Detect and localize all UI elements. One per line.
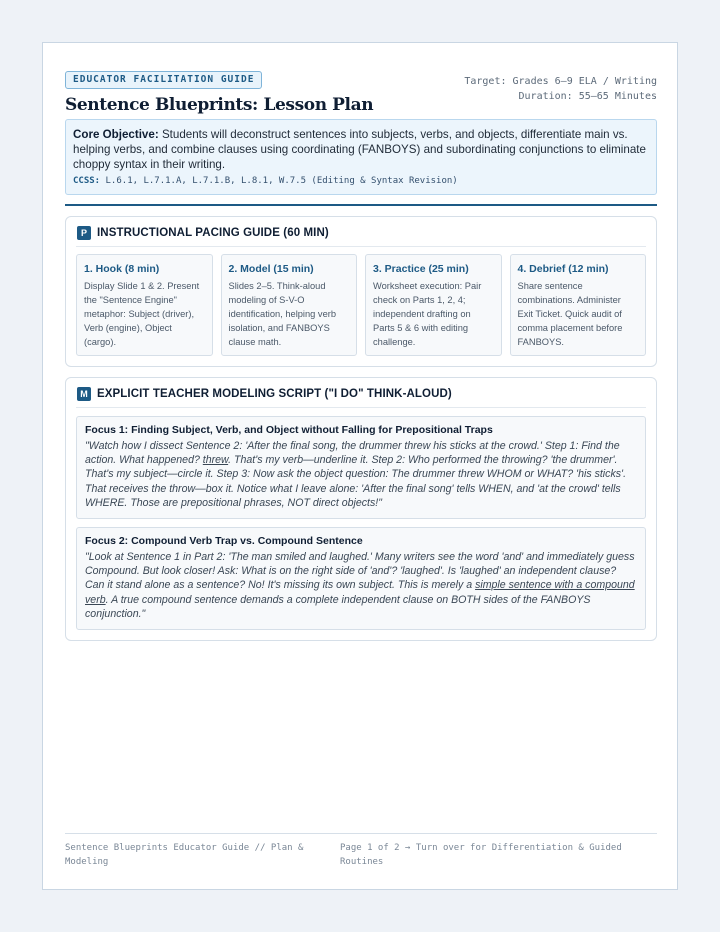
focus-text-part: "Look at Sentence 1 in Part 2: 'The man smiled and laughed.' Many writers see the word 'and' and immediately guess Compound. But look closer! Ask: What is on the right side of 'and'? 'laughed'. Is 'laughed' an independent clause? Can it stand alone as a sentence? No! It's missing its own subject. This is merely a [85, 551, 635, 592]
target-grades: Target: Grades 6–9 ELA / Writing [464, 76, 657, 87]
focus-underline: threw [202, 454, 229, 467]
footer-left: Sentence Blueprints Educator Guide // Plan & Modeling [65, 843, 304, 867]
core-objective-box [65, 119, 657, 195]
pacing-card-title: 3. Practice (25 min) [373, 263, 469, 275]
focus-block-2 [76, 527, 646, 630]
page-header [65, 69, 657, 119]
pacing-card-text: Slides 2–5. Think-aloud modeling of S-V-O identification, helping verb isolation, and FANBOYS clause math. [228, 281, 336, 347]
pacing-title: INSTRUCTIONAL PACING GUIDE (60 MIN) [97, 227, 329, 239]
page-footer [65, 833, 657, 869]
pacing-guide-section [65, 216, 657, 367]
focus-block-1 [76, 416, 646, 519]
modeling-script-section [65, 377, 657, 641]
pacing-card-debrief [510, 254, 647, 356]
pacing-header [76, 226, 646, 247]
ccss-list: L.6.1, L.7.1.A, L.7.1.B, L.8.1, W.7.5 (Editing & Syntax Revision) [105, 176, 458, 186]
footer-right: Page 1 of 2 → Turn over for Differentiation & Guided Routines [340, 843, 622, 867]
objective-label: Core Objective: [73, 128, 159, 141]
objective-text: Students will deconstruct sentences into subjects, verbs, and objects, differentiate main vs. helping verbs, and combine clauses using coordinating (FANBOYS) and subordinating conjunctions to eliminate choppy syntax in their writing. [73, 128, 646, 171]
pacing-card-practice [365, 254, 502, 356]
pacing-card-text: Display Slide 1 & 2. Present the "Sentence Engine" metaphor: Subject (driver), Verb (engine), Object (cargo). [84, 281, 200, 347]
focus-text-part: . That's my verb—underline it. Step 2: Who performed the throwing? 'the drummer'. That's my subject—circle it. Step 3: Now ask the object question: The drummer threw WHOM or WHAT? 'his sticks'. That receives the throw—box it. Notice what I leave alone: 'After the final song' tells WHEN, and 'at the crowd' tells WHERE. Those are prepositional phrases, NOT direct objects!" [85, 454, 627, 509]
section-divider [65, 204, 657, 206]
ccss-standards [73, 176, 649, 186]
pacing-card-title: 2. Model (15 min) [228, 263, 314, 275]
pacing-card-text: Share sentence combinations. Administer Exit Ticket. Quick audit of comma placement before FANBOYS. [517, 281, 623, 347]
focus-title: Focus 2: Compound Verb Trap vs. Compound Sentence [85, 535, 363, 548]
ccss-label: CCSS: [73, 176, 101, 186]
document-page [42, 42, 678, 890]
pacing-card-hook [76, 254, 213, 356]
pacing-card-title: 4. Debrief (12 min) [517, 263, 609, 275]
modeling-header [76, 387, 646, 408]
focus-underline: simple sentence with a compound verb [85, 579, 635, 606]
modeling-title: EXPLICIT TEACHER MODELING SCRIPT ("I DO" THINK-ALOUD) [97, 388, 452, 400]
page-content [65, 69, 657, 641]
focus-text-part: . A true compound sentence demands a complete independent clause on BOTH sides of the FANBOYS conjunction." [85, 593, 591, 620]
guide-tag: EDUCATOR FACILITATION GUIDE [65, 71, 262, 89]
page-title: Sentence Blueprints: Lesson Plan [65, 95, 374, 115]
objective-paragraph [73, 127, 649, 172]
pacing-card-model [221, 254, 358, 356]
focus-title: Focus 1: Finding Subject, Verb, and Object without Falling for Prepositional Traps [85, 424, 493, 436]
pacing-card-text: Worksheet execution: Pair check on Parts 1, 2, 4; independent drafting on Parts 5 & 6 with editing challenge. [373, 281, 482, 347]
lesson-meta [464, 74, 657, 104]
pacing-cards [76, 254, 646, 356]
pacing-badge: P [77, 226, 91, 240]
focus-script [85, 439, 637, 510]
modeling-badge: M [77, 387, 91, 401]
focus-script [85, 550, 637, 621]
focus-text-part: "Watch how I dissect Sentence 2: 'After the final song, the drummer threw his sticks at the crowd.' Step 1: Find the action. What happened? [85, 440, 620, 467]
lesson-duration: Duration: 55–65 Minutes [518, 91, 657, 102]
pacing-card-title: 1. Hook (8 min) [84, 263, 160, 275]
